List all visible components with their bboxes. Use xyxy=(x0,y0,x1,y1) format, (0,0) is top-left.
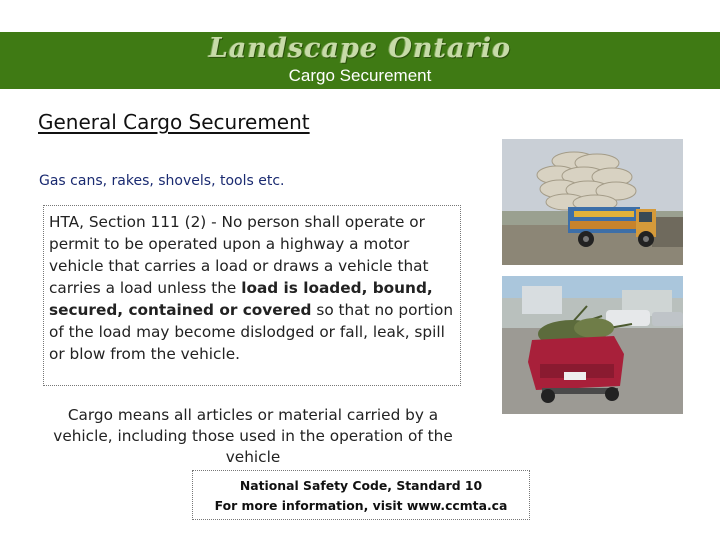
landscape-ontario-logo: Landscape Ontario xyxy=(208,33,512,64)
overloaded-truck-photo xyxy=(502,139,683,265)
footer-standard: National Safety Code, Standard 10 xyxy=(239,478,483,493)
hta-quote-box xyxy=(43,205,461,386)
pickup-truck-photo xyxy=(502,276,683,414)
quote-text-after: so that no portion of the load may become dislodged or fall, leak, spill or blow from the vehicle. xyxy=(49,301,454,363)
footer-link-text: For more information, visit www.ccmta.ca xyxy=(214,498,508,513)
page-title: General Cargo Securement xyxy=(38,110,310,134)
footer-box xyxy=(192,470,530,520)
subheading: Gas cans, rakes, shovels, tools etc. xyxy=(39,173,285,189)
quote-text-before: HTA, Section 111 (2) - No person shall operate or permit to be operated upon a highway a motor vehicle that carries a load or draws a vehicle that carries a load unless the xyxy=(49,213,429,297)
quote-text-bold: load is loaded, bound, secured, contained or covered xyxy=(49,279,433,319)
cargo-definition: Cargo means all articles or material carried by a vehicle, including those used in the operation of the vehicle xyxy=(53,406,453,466)
header-subtitle: Cargo Securement xyxy=(288,66,432,85)
